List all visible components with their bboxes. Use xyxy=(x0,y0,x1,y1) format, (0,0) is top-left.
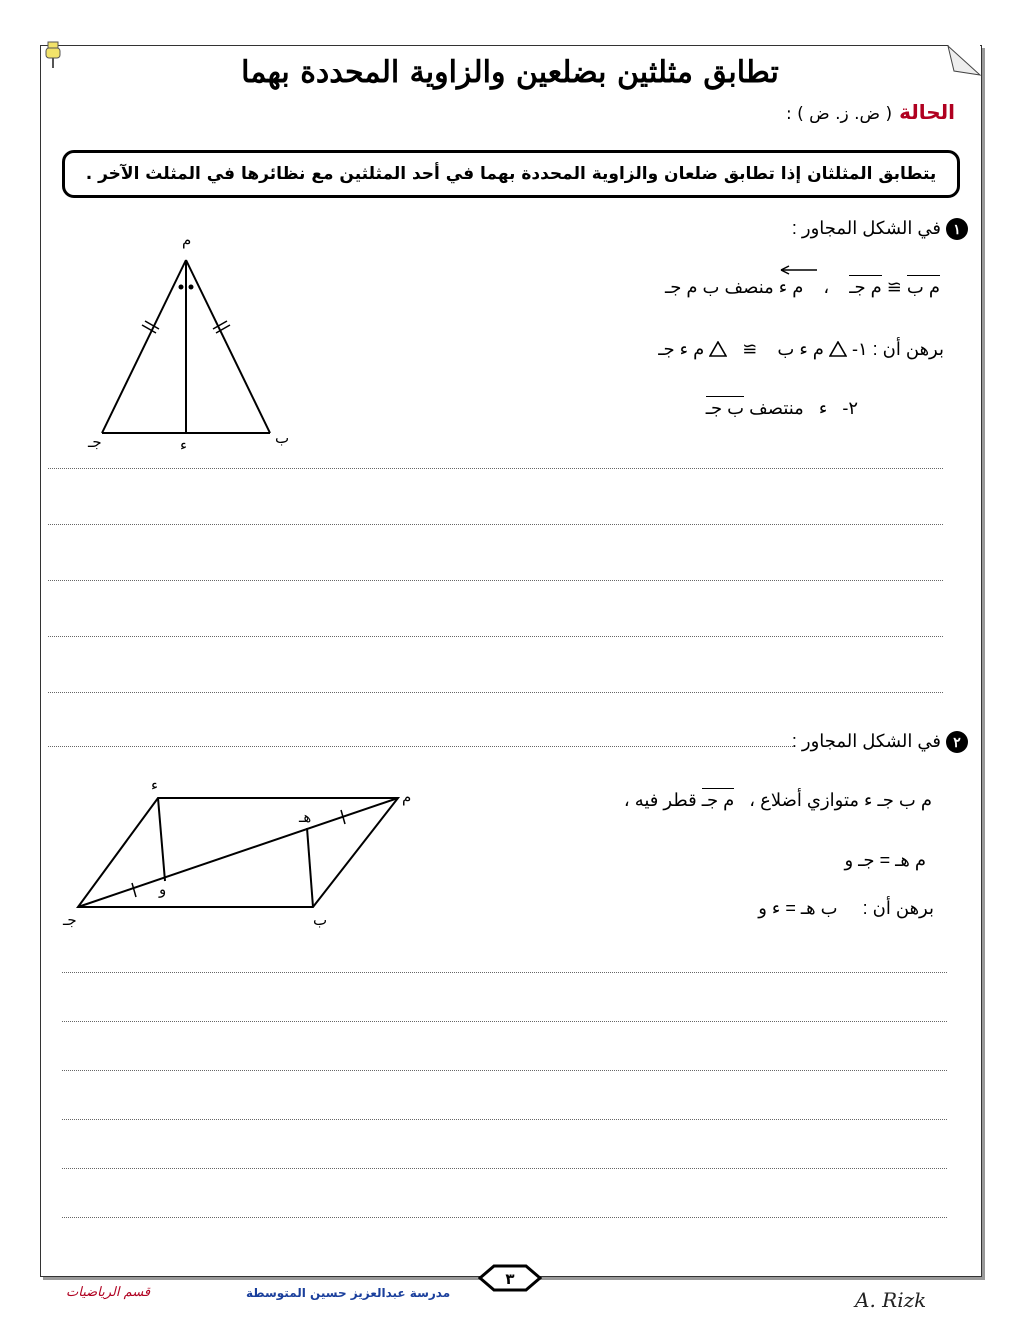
q2-label-h: هـ xyxy=(299,808,312,826)
q1-answer-line-1[interactable] xyxy=(48,468,943,469)
q1-cong-symbol: ≅ xyxy=(886,277,902,297)
ray-arrow-icon xyxy=(779,265,819,275)
q2-answer-line-4[interactable] xyxy=(62,1119,947,1120)
q1-answer-line-4[interactable] xyxy=(48,636,943,637)
q1-seg-ab: ﻡ ب xyxy=(906,277,940,297)
q2-answer-line-2[interactable] xyxy=(62,1021,947,1022)
q1-seg-ac: ﻡ جـ xyxy=(849,277,882,297)
q2-parallelogram-figure xyxy=(55,770,425,935)
q1-given xyxy=(665,277,940,298)
q1-prove-label: برهن أن : ١- xyxy=(851,339,944,359)
q2-label-w: و xyxy=(159,880,167,898)
q1-label-c: جـ xyxy=(88,433,102,451)
q2-answer-line-5[interactable] xyxy=(62,1168,947,1169)
q1-label-d: ﺀ xyxy=(180,436,188,454)
q2-number-badge: ٢ xyxy=(946,731,968,753)
q1-triangle-figure xyxy=(80,225,310,460)
rule-box: يتطابق المثلثان إذا تطابق ضلعان والزاوية المحددة بهما في أحد المثلثين مع نظائرها في المثلث الآخر . xyxy=(62,150,960,198)
q1-prove2-d: ﺀ xyxy=(818,398,828,418)
footer-signature: A. Rizk xyxy=(855,1288,927,1312)
q2-label-b: ب xyxy=(313,911,328,929)
q2-intro-text: في الشكل المجاور : xyxy=(791,731,941,751)
triangle-icon xyxy=(709,341,727,357)
page-curl-icon xyxy=(946,45,982,79)
q2-answer-line-1[interactable] xyxy=(62,972,947,973)
q1-ray-ad-label: ﻡ ﺀ xyxy=(778,277,804,297)
q2-line1a: ﻡ ب جـ ﺀ متوازي أضلاع ، xyxy=(749,790,932,810)
page-title: تطابق مثلثين بضلعين والزاوية المحددة بهما xyxy=(241,55,779,90)
page-number: ٣ xyxy=(505,1270,515,1288)
q2-line1c: قطر فيه ، xyxy=(623,790,697,810)
q1-bisects-text: منصف ب ﻡ جـ xyxy=(664,277,774,297)
q1-number-badge: ١ xyxy=(946,218,968,240)
triangle-icon xyxy=(829,341,847,357)
case-label: الحالة xyxy=(899,100,955,124)
q2-label-a: ﻡ xyxy=(402,788,412,806)
q1-intro-text: في الشكل المجاور : xyxy=(791,218,941,238)
q1-prove-tri1: ﻡ ﺀ ب xyxy=(777,339,824,359)
q1-answer-line-2[interactable] xyxy=(48,524,943,525)
q1-prove2-text: منتصف xyxy=(749,398,804,418)
q2-intro xyxy=(792,731,968,753)
q1-prove2-num: ٢- xyxy=(842,398,858,418)
q1-answer-line-3[interactable] xyxy=(48,580,943,581)
q2-seg-ac: ﻡ جـ xyxy=(701,790,735,810)
pushpin-icon xyxy=(42,38,64,70)
q1-prove-tri2: ﻡ ﺀ جـ xyxy=(658,339,705,359)
q1-prove2-seg: ب جـ xyxy=(705,398,745,418)
case-heading xyxy=(786,100,955,124)
q2-given-line2: ﻡ هـ = جـ و xyxy=(844,850,926,870)
q1-prove2 xyxy=(706,398,858,419)
q2-label-c: جـ xyxy=(63,911,77,929)
q2-answer-line-6[interactable] xyxy=(62,1217,947,1218)
q2-prove-expr: ب هـ = ﺀ و xyxy=(758,898,838,918)
q2-prove-label: برهن أن : xyxy=(862,898,934,918)
footer-school: مدرسة عبدالعزيز حسين المتوسطة xyxy=(246,1286,451,1300)
q1-comma: ، xyxy=(823,277,830,297)
q2-prove xyxy=(758,898,934,919)
q1-ray-ad xyxy=(779,277,804,298)
q1-prove1 xyxy=(658,339,944,360)
q1-label-a: ﻡ xyxy=(182,231,192,249)
footer-department: قسم الرياضيات xyxy=(66,1285,151,1300)
q2-label-d: ﺀ xyxy=(151,776,159,794)
q2-given-line1 xyxy=(624,790,932,811)
page-number-badge xyxy=(478,1264,542,1292)
q2-answer-line-3[interactable] xyxy=(62,1070,947,1071)
q1-intro xyxy=(792,218,968,240)
case-code: ( ض. ز. ض ) : xyxy=(785,104,893,124)
q1-answer-line-5[interactable] xyxy=(48,692,943,693)
q1-answer-line-6[interactable] xyxy=(48,746,793,747)
q1-label-b: ب xyxy=(275,429,290,447)
q1-prove-cong: ≅ xyxy=(742,339,758,359)
